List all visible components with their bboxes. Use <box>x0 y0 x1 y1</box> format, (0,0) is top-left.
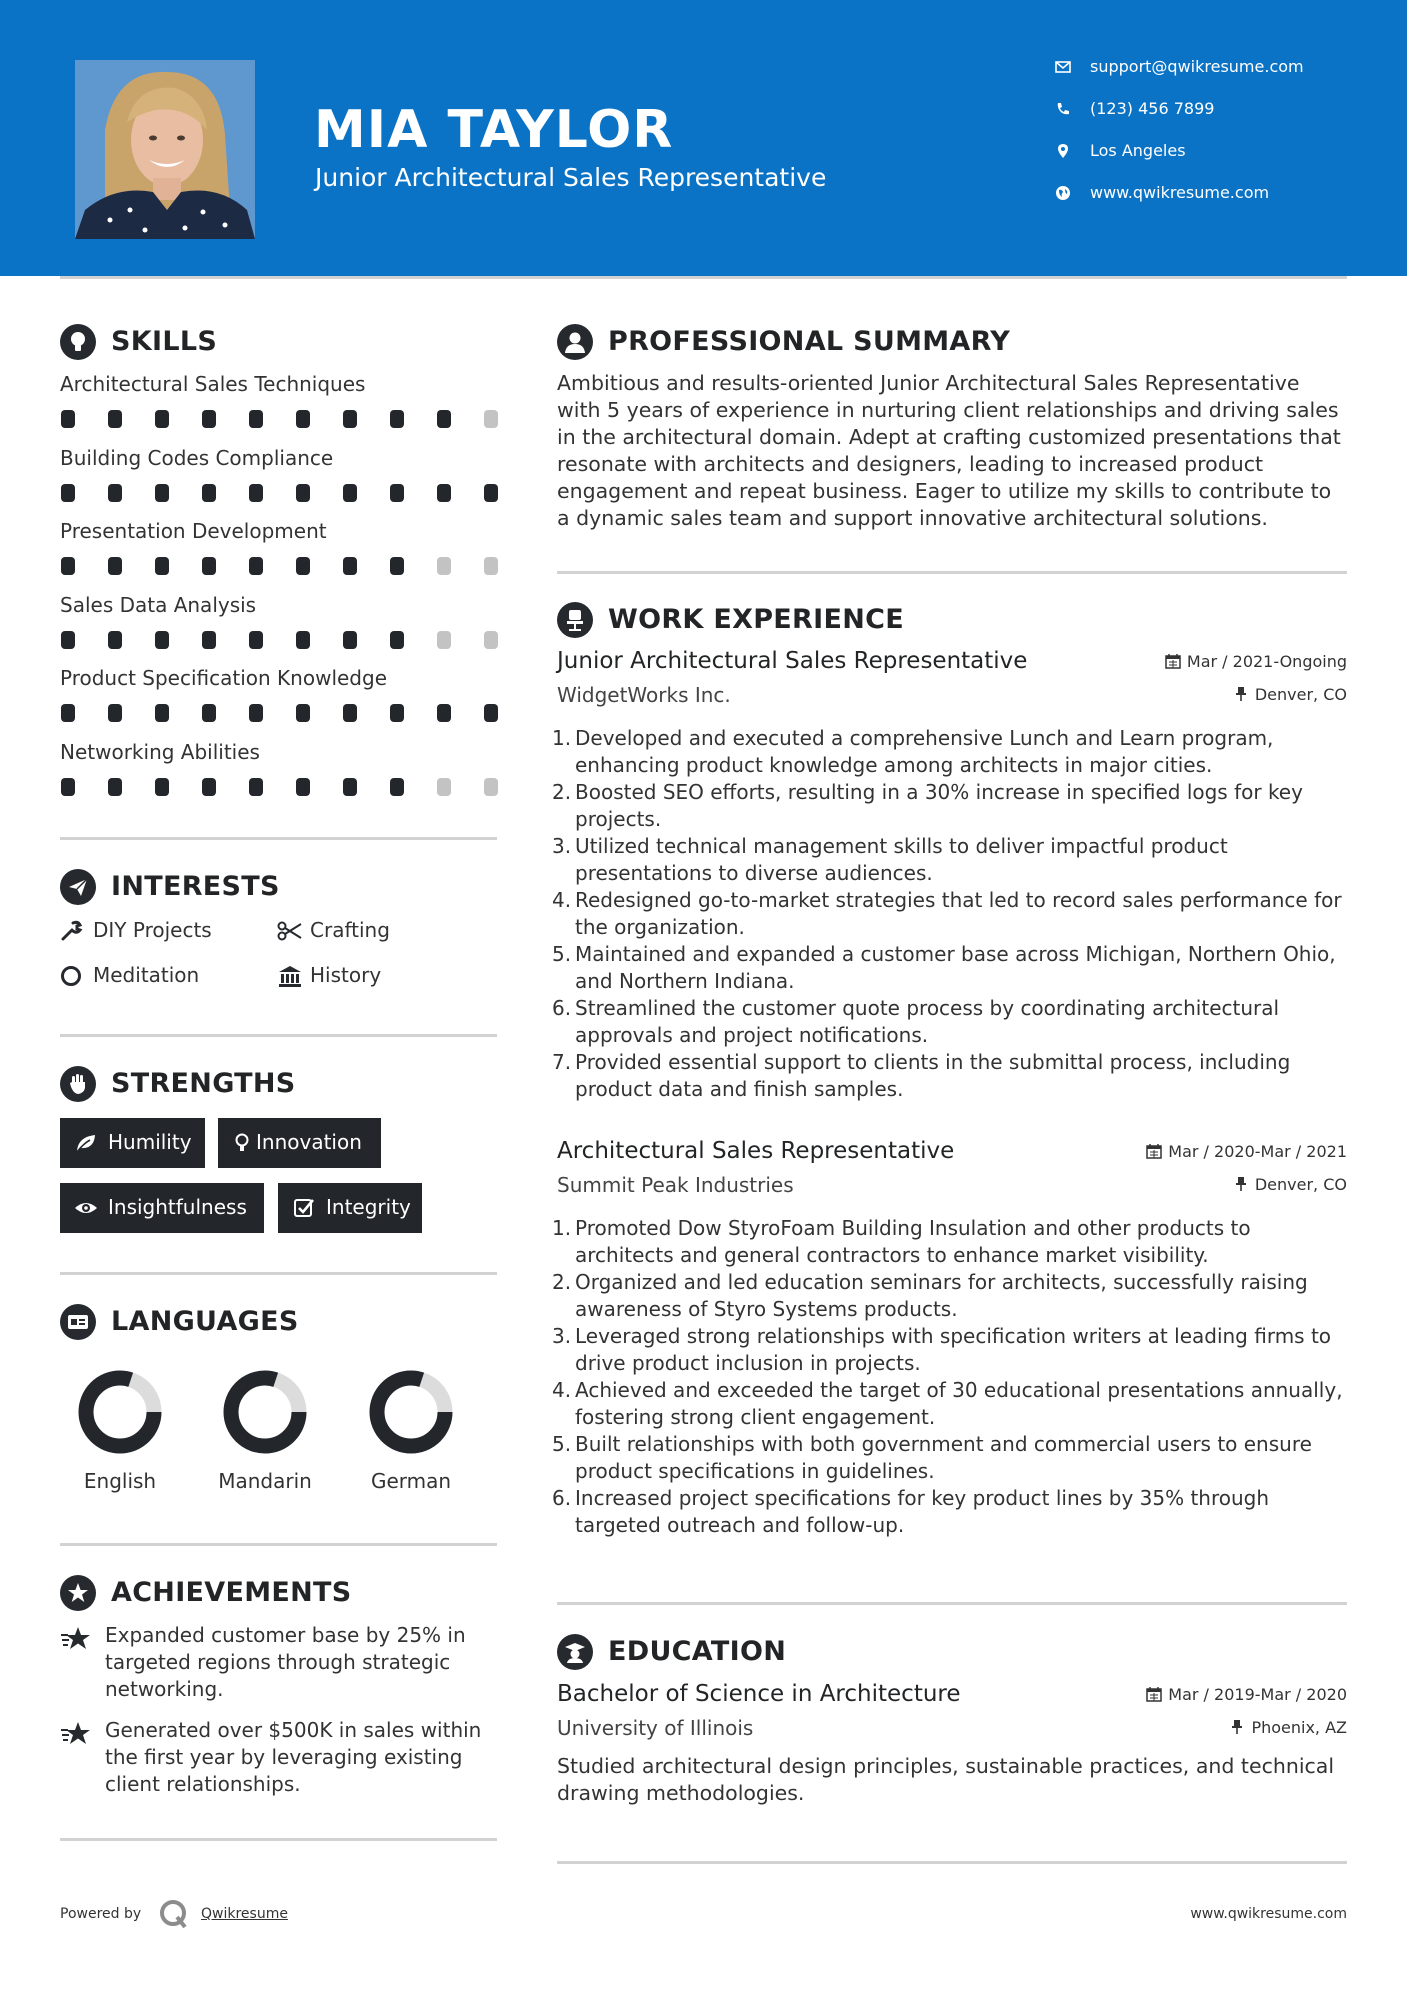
rating-dot <box>61 631 75 649</box>
rating-dot <box>155 631 169 649</box>
skill-name: Sales Data Analysis <box>60 592 257 617</box>
museum-icon <box>277 964 303 988</box>
job-location-text: Denver, CO <box>1254 1175 1347 1194</box>
rating-dot <box>390 704 404 722</box>
language-label: German <box>370 1469 452 1493</box>
rating-dot <box>437 410 451 428</box>
rating-dot <box>484 484 498 502</box>
job-bullets <box>552 1215 1347 1539</box>
education-date-text: Mar / 2019-Mar / 2020 <box>1168 1685 1347 1704</box>
rating-dot <box>202 778 216 796</box>
user-icon <box>557 324 593 360</box>
contact-location-text: Los Angeles <box>1090 141 1186 160</box>
rating-dot <box>61 484 75 502</box>
rating-dot <box>437 704 451 722</box>
calendar-icon <box>1146 1686 1162 1702</box>
job-bullet <box>552 833 1347 887</box>
bullet-text: Redesigned go-to-market strategies that led to record sales performance for the organization. <box>575 888 1342 939</box>
bullet-text: Boosted SEO efforts, resulting in a 30% increase in specified logs for key projects. <box>575 780 1303 831</box>
bullet-number: 4. <box>552 888 572 912</box>
rating-dot <box>484 410 498 428</box>
education-date <box>1146 1685 1347 1704</box>
section-divider <box>60 1272 497 1275</box>
job-bullet <box>552 1215 1347 1269</box>
contact-email-text: support@qwikresume.com <box>1090 57 1304 76</box>
qwikresume-link[interactable]: Qwikresume <box>201 1906 288 1922</box>
job-bullet <box>552 887 1347 941</box>
rating-dot <box>296 557 310 575</box>
skill-rating <box>60 557 500 577</box>
bullet-text: Built relationships with both government and commercial users to ensure product specifications in guidelines. <box>575 1432 1312 1483</box>
rating-dot <box>202 410 216 428</box>
rating-dot <box>484 778 498 796</box>
interest-label: Meditation <box>93 963 200 987</box>
rating-dot <box>155 778 169 796</box>
rating-dot <box>484 704 498 722</box>
section-divider <box>60 837 497 840</box>
rating-dot <box>108 484 122 502</box>
job-role: Architectural Sales Representative <box>557 1138 955 1164</box>
interests-title: INTERESTS <box>111 871 280 902</box>
section-divider <box>60 1838 497 1841</box>
star-icon <box>60 1626 92 1652</box>
bullet-text: Streamlined the customer quote process by coordinating architectural approvals and project notifications. <box>575 996 1280 1047</box>
rating-dot <box>108 778 122 796</box>
rating-dot <box>249 704 263 722</box>
strength-label: Innovation <box>256 1130 362 1154</box>
job-bullet <box>552 1485 1347 1539</box>
rating-dot <box>155 704 169 722</box>
skill-item <box>60 666 500 726</box>
rating-dot <box>108 631 122 649</box>
rating-dot <box>390 410 404 428</box>
rating-dot <box>437 557 451 575</box>
achievement-item <box>60 1622 500 1706</box>
eye-icon <box>74 1196 98 1220</box>
achievements-title: ACHIEVEMENTS <box>111 1577 352 1608</box>
rating-dot <box>249 557 263 575</box>
language-item <box>200 1365 330 1515</box>
rating-dot <box>61 778 75 796</box>
bullet-text: Provided essential support to clients in the submittal process, including product data and finish samples. <box>575 1050 1291 1101</box>
job-bullet <box>552 1049 1347 1103</box>
rating-dot <box>249 778 263 796</box>
rating-dot <box>202 484 216 502</box>
paper-plane-icon <box>60 869 96 905</box>
languages-title: LANGUAGES <box>111 1306 299 1337</box>
rating-dot <box>108 410 122 428</box>
bullet-text: Leveraged strong relationships with specification writers at leading firms to drive product inclusion in projects. <box>575 1324 1332 1375</box>
strength-tag <box>60 1183 264 1233</box>
rating-dot <box>343 778 357 796</box>
rating-dot <box>390 778 404 796</box>
rating-dot <box>202 704 216 722</box>
rating-dot <box>202 557 216 575</box>
skill-rating <box>60 410 500 430</box>
job-bullet <box>552 1431 1347 1485</box>
map-pin-icon <box>1054 142 1072 160</box>
education-location <box>1231 1718 1347 1737</box>
rating-dot <box>390 484 404 502</box>
circle-icon <box>60 964 84 988</box>
wrench-icon <box>60 919 84 943</box>
rating-dot <box>296 704 310 722</box>
section-divider <box>557 1861 1347 1864</box>
rating-dot <box>155 484 169 502</box>
strength-label: Humility <box>108 1130 192 1154</box>
scissors-icon <box>277 919 303 943</box>
job-location <box>1235 685 1347 704</box>
rating-dot <box>61 410 75 428</box>
job-bullet <box>552 725 1347 779</box>
skill-name: Presentation Development <box>60 519 327 543</box>
qwikresume-logo-icon <box>157 1897 191 1931</box>
profile-photo <box>75 60 255 239</box>
rating-dot <box>249 484 263 502</box>
rating-dot <box>249 631 263 649</box>
candidate-title: Junior Architectural Sales Representative <box>315 163 827 192</box>
job-date-text: Mar / 2021-Ongoing <box>1186 652 1347 671</box>
bullet-number: 6. <box>552 1486 572 1510</box>
lightbulb-icon <box>60 324 96 360</box>
bullet-text: Organized and led education seminars for architects, successfully raising awareness of Styro Systems products. <box>575 1270 1308 1321</box>
job-entry <box>552 1138 1347 1558</box>
language-label: Mandarin <box>218 1469 312 1493</box>
degree: Bachelor of Science in Architecture <box>557 1681 961 1707</box>
section-divider <box>60 1034 497 1037</box>
rating-dot <box>296 410 310 428</box>
summary-title: PROFESSIONAL SUMMARY <box>608 326 1011 357</box>
bullet-number: 3. <box>552 1324 572 1348</box>
achievement-text: Generated over $500K in sales within the first year by leveraging existing client relationships. <box>105 1718 482 1796</box>
skills-title: SKILLS <box>111 326 218 357</box>
bullet-number: 4. <box>552 1378 572 1402</box>
skill-item <box>60 446 500 506</box>
bullet-number: 6. <box>552 996 572 1020</box>
leaf-icon <box>74 1131 98 1155</box>
rating-dot <box>343 557 357 575</box>
rating-dot <box>390 631 404 649</box>
pin-icon <box>1231 1719 1243 1735</box>
language-gauge <box>55 1365 185 1465</box>
bullet-number: 2. <box>552 780 572 804</box>
rating-dot <box>484 557 498 575</box>
school: University of Illinois <box>557 1716 754 1740</box>
rating-dot <box>61 704 75 722</box>
section-divider <box>557 571 1347 574</box>
skill-item <box>60 519 500 579</box>
candidate-name: MIA TAYLOR <box>314 100 674 160</box>
strength-tag <box>278 1183 422 1233</box>
graduate-icon <box>557 1634 593 1670</box>
skill-name: Networking Abilities <box>60 739 260 764</box>
hand-icon <box>60 1066 96 1102</box>
job-bullet <box>552 779 1347 833</box>
skill-rating <box>60 778 500 798</box>
powered-by-text: Powered by <box>60 1906 142 1922</box>
check-square-icon <box>292 1196 316 1220</box>
bullet-text: Promoted Dow StyroFoam Building Insulation and other products to architects and general contractors to enhance market visibility. <box>575 1216 1251 1267</box>
rating-dot <box>437 631 451 649</box>
bullet-number: 5. <box>552 942 572 966</box>
calendar-icon <box>1165 653 1181 669</box>
rating-dot <box>249 410 263 428</box>
bullet-text: Developed and executed a comprehensive Lunch and Learn program, enhancing product knowledge among architects in major cities. <box>575 726 1274 777</box>
rating-dot <box>155 557 169 575</box>
bullet-text: Increased project specifications for key product lines by 35% through targeted outreach and follow-up. <box>575 1486 1270 1537</box>
rating-dot <box>296 778 310 796</box>
rating-dot <box>155 410 169 428</box>
job-company: WidgetWorks Inc. <box>557 683 731 707</box>
skill-name: Building Codes Compliance <box>60 445 334 470</box>
star-badge-icon <box>60 1575 96 1611</box>
globe-icon <box>1054 184 1072 202</box>
interest-label: DIY Projects <box>93 918 212 942</box>
office-chair-icon <box>557 602 593 638</box>
skill-rating <box>60 484 500 504</box>
rating-dot <box>343 704 357 722</box>
rating-dot <box>202 631 216 649</box>
rating-dot <box>108 704 122 722</box>
skill-item <box>60 740 500 800</box>
pin-icon <box>1235 686 1247 702</box>
rating-dot <box>296 484 310 502</box>
rating-dot <box>61 557 75 575</box>
language-gauge <box>200 1365 330 1465</box>
rating-dot <box>296 631 310 649</box>
calendar-icon <box>1146 1143 1162 1159</box>
envelope-icon <box>1054 58 1072 76</box>
contact-website-text: www.qwikresume.com <box>1090 183 1270 202</box>
bullet-number: 1. <box>552 1216 572 1240</box>
bullet-number: 2. <box>552 1270 572 1294</box>
job-company: Summit Peak Industries <box>557 1173 794 1197</box>
section-divider <box>557 1602 1347 1605</box>
language-item <box>55 1365 185 1515</box>
achievement-text: Expanded customer base by 25% in targeted regions through strategic networking. <box>105 1623 466 1701</box>
section-divider <box>60 1543 497 1546</box>
bullet-text: Utilized technical management skills to deliver impactful product presentations to diverse audiences. <box>575 834 1228 885</box>
job-date-text: Mar / 2020-Mar / 2021 <box>1168 1142 1347 1161</box>
rating-dot <box>343 484 357 502</box>
rating-dot <box>437 778 451 796</box>
bullet-number: 1. <box>552 726 572 750</box>
rating-dot <box>484 631 498 649</box>
job-date <box>1165 652 1347 671</box>
skill-item <box>60 372 500 432</box>
interest-label: History <box>310 963 382 987</box>
job-location-text: Denver, CO <box>1254 685 1347 704</box>
job-bullet <box>552 995 1347 1049</box>
education-entry <box>557 1681 1347 1821</box>
strength-tag <box>60 1118 205 1168</box>
job-bullet <box>552 1269 1347 1323</box>
strength-tag <box>218 1118 381 1168</box>
skill-name: Architectural Sales Techniques <box>60 372 366 396</box>
resume-header <box>0 0 1407 276</box>
strength-label: Insightfulness <box>108 1195 247 1219</box>
strength-label: Integrity <box>326 1195 411 1219</box>
achievement-item <box>60 1717 500 1801</box>
skill-rating <box>60 704 500 724</box>
job-entry <box>552 648 1347 1108</box>
language-gauge <box>346 1365 476 1465</box>
education-title: EDUCATION <box>608 1636 787 1667</box>
skill-item <box>60 593 500 653</box>
bullet-text: Maintained and expanded a customer base across Michigan, Northern Ohio, and Northern Indiana. <box>575 942 1336 993</box>
interest-label: Crafting <box>310 918 390 942</box>
rating-dot <box>343 410 357 428</box>
job-bullet <box>552 941 1347 995</box>
language-label: English <box>83 1469 157 1493</box>
education-description: Studied architectural design principles, sustainable practices, and technical drawing methodologies. <box>557 1754 1335 1805</box>
skill-name: Product Specification Knowledge <box>60 666 388 690</box>
experience-title: WORK EXPERIENCE <box>608 604 904 635</box>
bullet-number: 7. <box>552 1050 572 1074</box>
footer-website-link[interactable]: www.qwikresume.com <box>1190 1906 1347 1922</box>
contact-phone-text: (123) 456 7899 <box>1090 99 1215 118</box>
job-location <box>1235 1175 1347 1194</box>
star-icon <box>60 1721 92 1747</box>
language-item <box>346 1365 476 1515</box>
bullet-number: 5. <box>552 1432 572 1456</box>
lightbulb-icon <box>232 1131 256 1155</box>
job-date <box>1146 1142 1347 1161</box>
rating-dot <box>390 557 404 575</box>
job-bullet <box>552 1323 1347 1377</box>
job-role: Junior Architectural Sales Representative <box>557 648 1028 674</box>
strengths-title: STRENGTHS <box>111 1068 296 1099</box>
job-bullet <box>552 1377 1347 1431</box>
job-bullets <box>552 725 1347 1103</box>
pin-icon <box>1235 1176 1247 1192</box>
skill-rating <box>60 631 500 651</box>
summary-text: Ambitious and results-oriented Junior Architectural Sales Representative with 5 years of experience in nurturing client relationships and driving sales in the architectural domain. Adept at crafting customized presentations that resonate with architects and designers, leading to increased product engagement and repeat business. Eager to utilize my skills to contribute to a dynamic sales team and support innovative architectural solutions. <box>557 371 1341 530</box>
rating-dot <box>108 557 122 575</box>
rating-dot <box>437 484 451 502</box>
header-divider <box>60 276 1347 279</box>
bullet-number: 3. <box>552 834 572 858</box>
education-location-text: Phoenix, AZ <box>1251 1718 1347 1737</box>
bullet-text: Achieved and exceeded the target of 30 educational presentations annually, fostering strong client engagement. <box>575 1378 1343 1429</box>
rating-dot <box>343 631 357 649</box>
language-card-icon <box>60 1304 96 1340</box>
phone-icon <box>1054 100 1072 118</box>
